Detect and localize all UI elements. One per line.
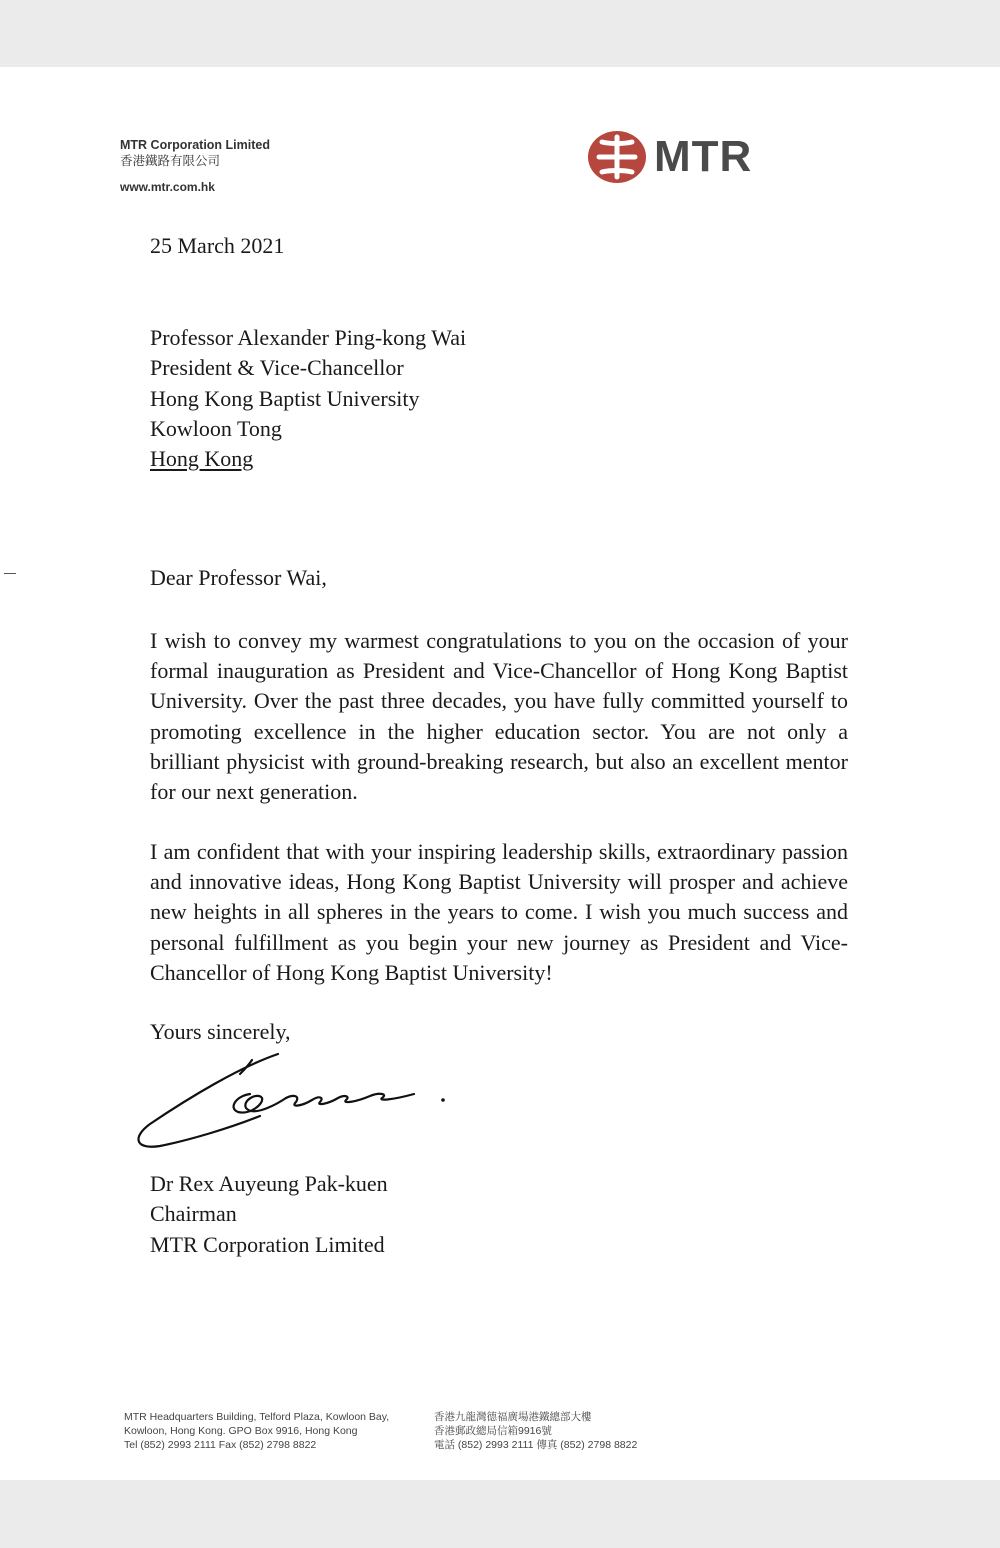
closing: Yours sincerely,: [150, 1019, 291, 1044]
signer-title: Chairman: [150, 1201, 237, 1227]
recipient-title: President & Vice-Chancellor: [150, 355, 404, 381]
footer-en-line: Tel (852) 2993 2111 Fax (852) 2798 8822: [124, 1439, 317, 1451]
signer-block: [150, 1169, 388, 1260]
letter-date: 25 March 2021: [150, 233, 285, 258]
recipient-city: Hong Kong: [150, 446, 254, 472]
recipient-district: Kowloon Tong: [150, 415, 282, 441]
mtr-logo: [588, 130, 774, 184]
letter-page: [0, 67, 1000, 1480]
body-paragraph-2: I am confident that with your inspiring leadership skills, extraordinary passion and innovative ideas, Hong Kong Baptist University will prosper and achieve new heights in all spheres in the years to come. I wish you much success and personal fulfillment as you begin your new journey as President and Vice-Chancellor of Hong Kong Baptist University!: [150, 839, 848, 985]
handwritten-signature: [130, 1042, 460, 1152]
salutation: Dear Professor Wai,: [150, 565, 327, 590]
mtr-logo-text: MTR: [654, 132, 753, 181]
footer-address-zh: [434, 1410, 637, 1452]
recipient-name: Professor Alexander Ping-kong Wai: [150, 325, 467, 350]
body-paragraph-1: I wish to convey my warmest congratulations to you on the occasion of your formal inauguration as President and Vice-Chancellor of Hong Kong Baptist University. Over the past three decades, you have fully committed yourself to promoting excellence in the higher education sector. You are not only a brilliant physicist with ground-breaking research, but also an excellent mentor for our next generation.: [150, 628, 848, 805]
company-website: www.mtr.com.hk: [120, 180, 215, 194]
company-name-en: MTR Corporation Limited: [120, 138, 270, 152]
footer-zh-line: 香港郵政總局信箱9916號: [434, 1425, 552, 1437]
footer-en-line: Kowloon, Hong Kong. GPO Box 9916, Hong Kong: [124, 1425, 358, 1437]
footer-en-line: MTR Headquarters Building, Telford Plaza, Kowloon Bay,: [124, 1411, 390, 1423]
letterhead-company-block: [120, 137, 270, 195]
footer-zh-line: 電話 (852) 2993 2111 傳真 (852) 2798 8822: [434, 1439, 638, 1451]
footer-address-en: [124, 1410, 389, 1452]
signer-name: Dr Rex Auyeung Pak-kuen: [150, 1171, 388, 1196]
footer-zh-line: 香港九龍灣德福廣場港鐵總部大樓: [434, 1411, 592, 1423]
fold-mark: [4, 573, 16, 574]
mtr-emblem-icon: [588, 130, 646, 184]
recipient-institution: Hong Kong Baptist University: [150, 385, 420, 411]
signer-organization: MTR Corporation Limited: [150, 1231, 385, 1257]
recipient-address: [150, 323, 466, 474]
company-name-zh: 香港鐵路有限公司: [120, 154, 221, 168]
